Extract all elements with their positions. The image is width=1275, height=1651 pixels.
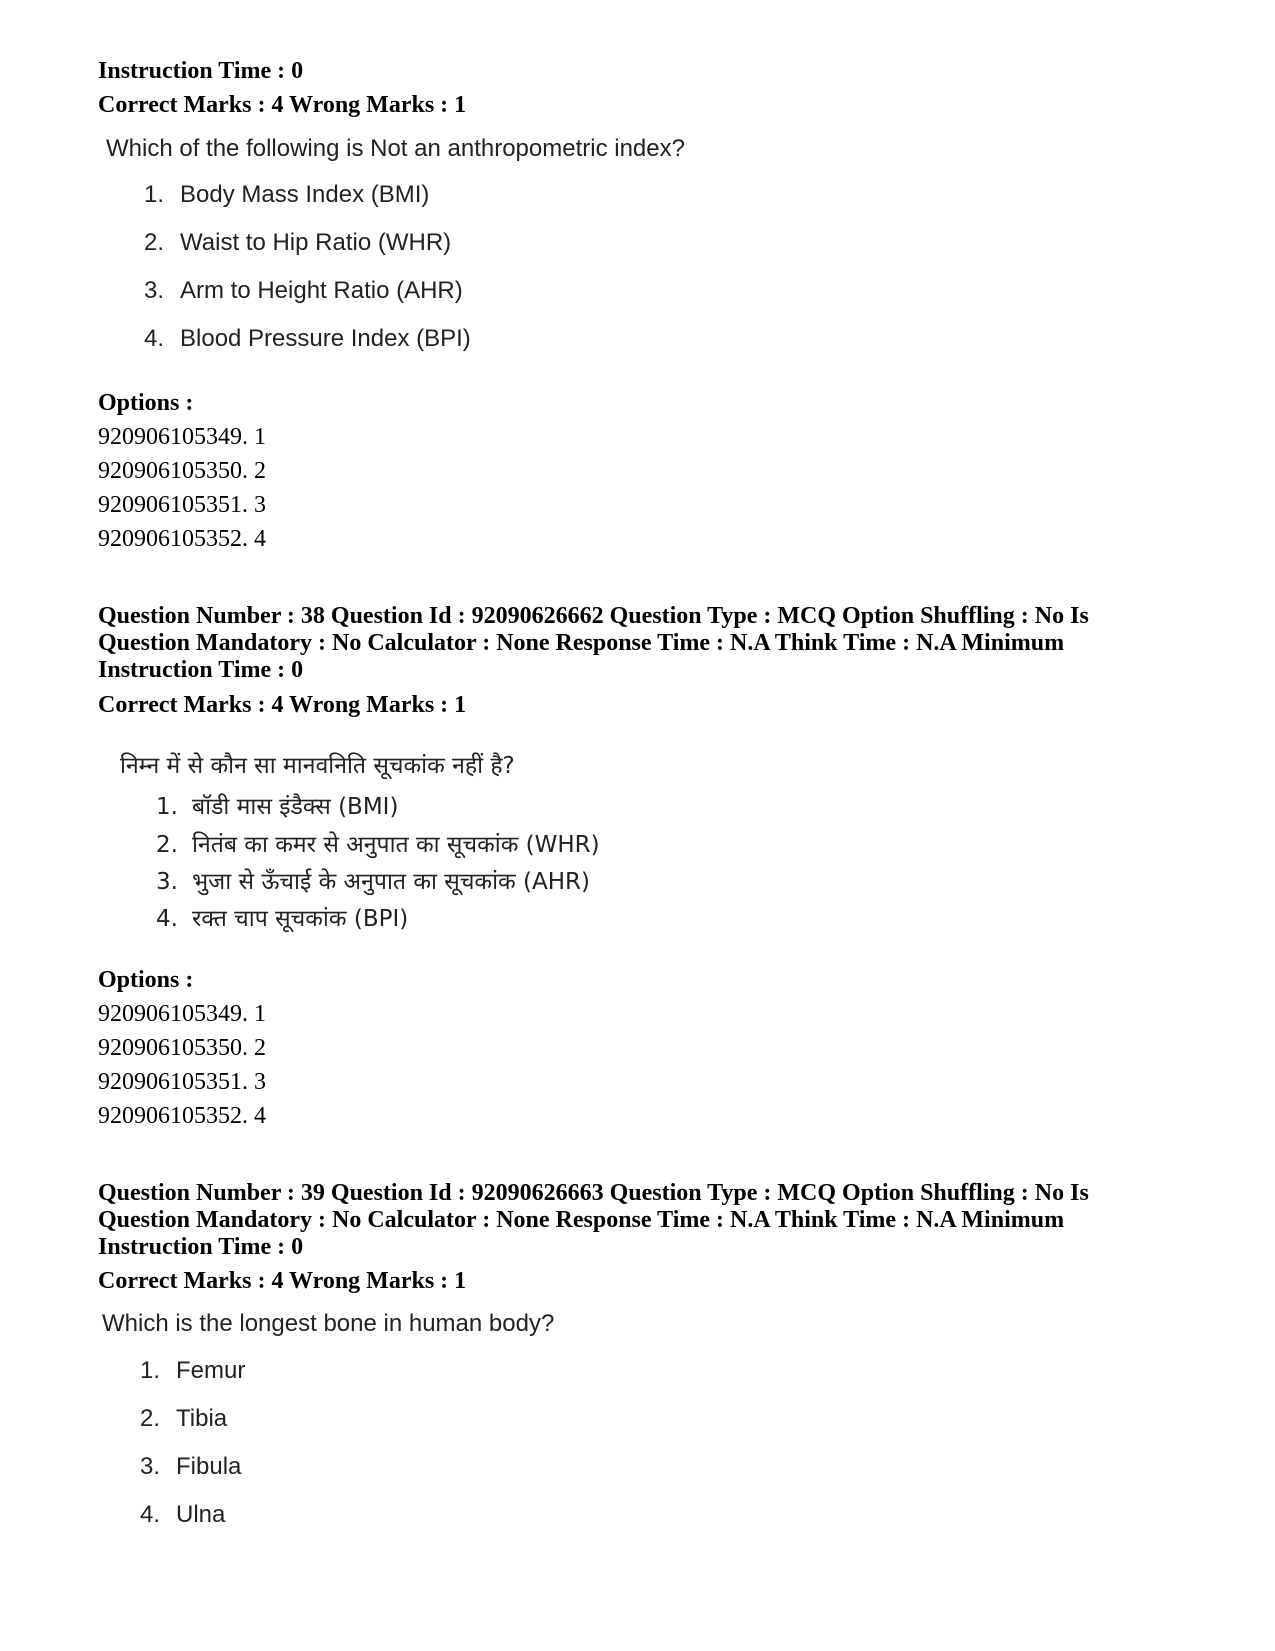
instruction-time: Instruction Time : 0	[98, 657, 304, 683]
list-item	[144, 277, 463, 305]
item-number: 4.	[156, 906, 178, 932]
item-number: 4.	[140, 1501, 161, 1528]
option-line: 920906105351. 3	[98, 492, 266, 518]
list-item	[144, 181, 429, 209]
item-text: बॉडी मास इंडैक्स (BMI)	[192, 794, 399, 820]
list-item	[156, 901, 408, 933]
list-item	[140, 1405, 227, 1433]
option-line: 920906105350. 2	[98, 458, 266, 484]
item-text: Blood Pressure Index (BPI)	[180, 325, 471, 352]
option-line: 920906105352. 4	[98, 526, 266, 552]
option-line: 920906105350. 2	[98, 1035, 266, 1061]
question-header-line: Question Mandatory : No Calculator : None Response Time : N.A Think Time : N.A Minimum	[98, 1207, 1065, 1233]
option-line: 920906105351. 3	[98, 1069, 266, 1095]
item-text: Tibia	[176, 1405, 228, 1432]
options-label: Options :	[98, 390, 194, 416]
item-number: 2.	[144, 229, 165, 256]
item-text: Ulna	[176, 1501, 226, 1528]
list-item	[156, 864, 590, 896]
instruction-time: Instruction Time : 0	[98, 58, 304, 84]
question-header-line: Question Mandatory : No Calculator : None Response Time : N.A Think Time : N.A Minimum	[98, 630, 1065, 656]
options-label: Options :	[98, 967, 194, 993]
item-text: Femur	[176, 1357, 246, 1384]
item-text: Arm to Height Ratio (AHR)	[180, 277, 463, 304]
option-line: 920906105349. 1	[98, 424, 266, 450]
list-item	[140, 1501, 225, 1529]
question-text: Which of the following is Not an anthropometric index?	[106, 135, 685, 162]
item-number: 3.	[140, 1453, 161, 1480]
item-text: Waist to Hip Ratio (WHR)	[180, 229, 452, 256]
option-line: 920906105349. 1	[98, 1001, 266, 1027]
list-item	[144, 229, 451, 257]
marks-line: Correct Marks : 4 Wrong Marks : 1	[98, 1268, 467, 1294]
instruction-time: Instruction Time : 0	[98, 1234, 304, 1260]
list-item	[156, 789, 398, 821]
list-item	[144, 325, 471, 353]
list-item	[140, 1357, 245, 1385]
option-line: 920906105352. 4	[98, 1103, 266, 1129]
item-text: नितंब का कमर से अनुपात का सूचकांक (WHR)	[192, 832, 600, 858]
item-number: 1.	[144, 181, 165, 208]
item-number: 1.	[156, 794, 178, 820]
list-item	[140, 1453, 241, 1481]
item-text: भुजा से ऊँचाई के अनुपात का सूचकांक (AHR)	[192, 869, 590, 895]
marks-line: Correct Marks : 4 Wrong Marks : 1	[98, 692, 467, 718]
item-number: 3.	[156, 869, 178, 895]
list-item	[156, 827, 600, 859]
item-text: रक्त चाप सूचकांक (BPI)	[192, 906, 409, 932]
item-text: Fibula	[176, 1453, 242, 1480]
question-text: निम्न में से कौन सा मानवनिति सूचकांक नहीं है?	[120, 753, 515, 779]
question-header-line: Question Number : 38 Question Id : 92090626662 Question Type : MCQ Option Shuffling : No Is	[98, 603, 1089, 629]
item-number: 2.	[156, 832, 178, 858]
item-number: 1.	[140, 1357, 161, 1384]
question-header-line: Question Number : 39 Question Id : 92090626663 Question Type : MCQ Option Shuffling : No Is	[98, 1180, 1089, 1206]
question-text: Which is the longest bone in human body?	[102, 1310, 555, 1337]
marks-line: Correct Marks : 4 Wrong Marks : 1	[98, 92, 467, 118]
item-number: 4.	[144, 325, 165, 352]
item-number: 3.	[144, 277, 165, 304]
item-number: 2.	[140, 1405, 161, 1432]
item-text: Body Mass Index (BMI)	[180, 181, 430, 208]
